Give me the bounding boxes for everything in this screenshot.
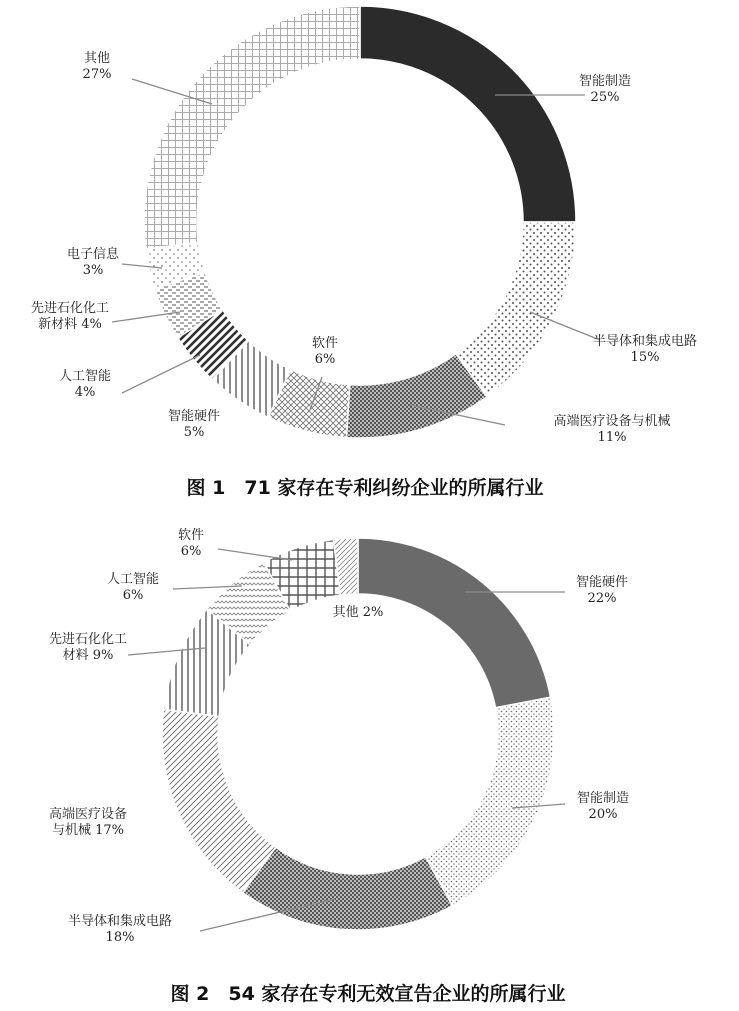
chart-1-caption: 图 1 71 家存在专利纠纷企业的所属行业 xyxy=(186,477,544,499)
data-label-8: 其他 2% xyxy=(332,605,384,620)
data-label-1: 智能制造 25% xyxy=(578,74,632,105)
donut-slice-3 xyxy=(346,354,487,438)
data-label-6: 人工智能 6% xyxy=(106,572,160,603)
leader-line-6 xyxy=(122,355,200,393)
chart-2-caption: 图 2 54 家存在专利无效宣告企业的所属行业 xyxy=(170,983,566,1005)
data-label-4: 软件 6% xyxy=(311,336,339,367)
data-label-9: 其他 27% xyxy=(82,51,112,82)
data-label-4: 高端医疗设备与机械 17% xyxy=(48,807,128,838)
donut-slice-2 xyxy=(425,697,554,905)
donut-slice-9 xyxy=(144,6,360,249)
data-label-2: 半导体和集成电路 15% xyxy=(592,334,698,365)
data-label-7: 先进石化化工新材料 4% xyxy=(30,301,110,332)
data-label-5: 智能硬件 5% xyxy=(167,409,221,440)
donut-chart-1 xyxy=(31,6,697,445)
data-label-3: 半导体和集成电路 18% xyxy=(67,914,173,945)
data-label-8: 电子信息 3% xyxy=(66,247,120,278)
data-label-1: 智能硬件 22% xyxy=(575,575,629,606)
donut-slice-1 xyxy=(358,538,551,708)
donut-chart-2 xyxy=(49,528,629,945)
data-label-2: 智能制造 20% xyxy=(576,791,630,822)
donut-slice-1 xyxy=(360,6,576,222)
data-label-6: 人工智能 4% xyxy=(58,369,112,400)
data-label-7: 软件 6% xyxy=(177,528,205,559)
data-label-5: 先进石化化工材料 9% xyxy=(48,632,128,663)
data-label-3: 高端医疗设备与机械 11% xyxy=(553,414,671,445)
donut-slice-4 xyxy=(162,709,276,892)
donut-slice-2 xyxy=(456,222,576,397)
donut-slice-3 xyxy=(243,847,453,930)
